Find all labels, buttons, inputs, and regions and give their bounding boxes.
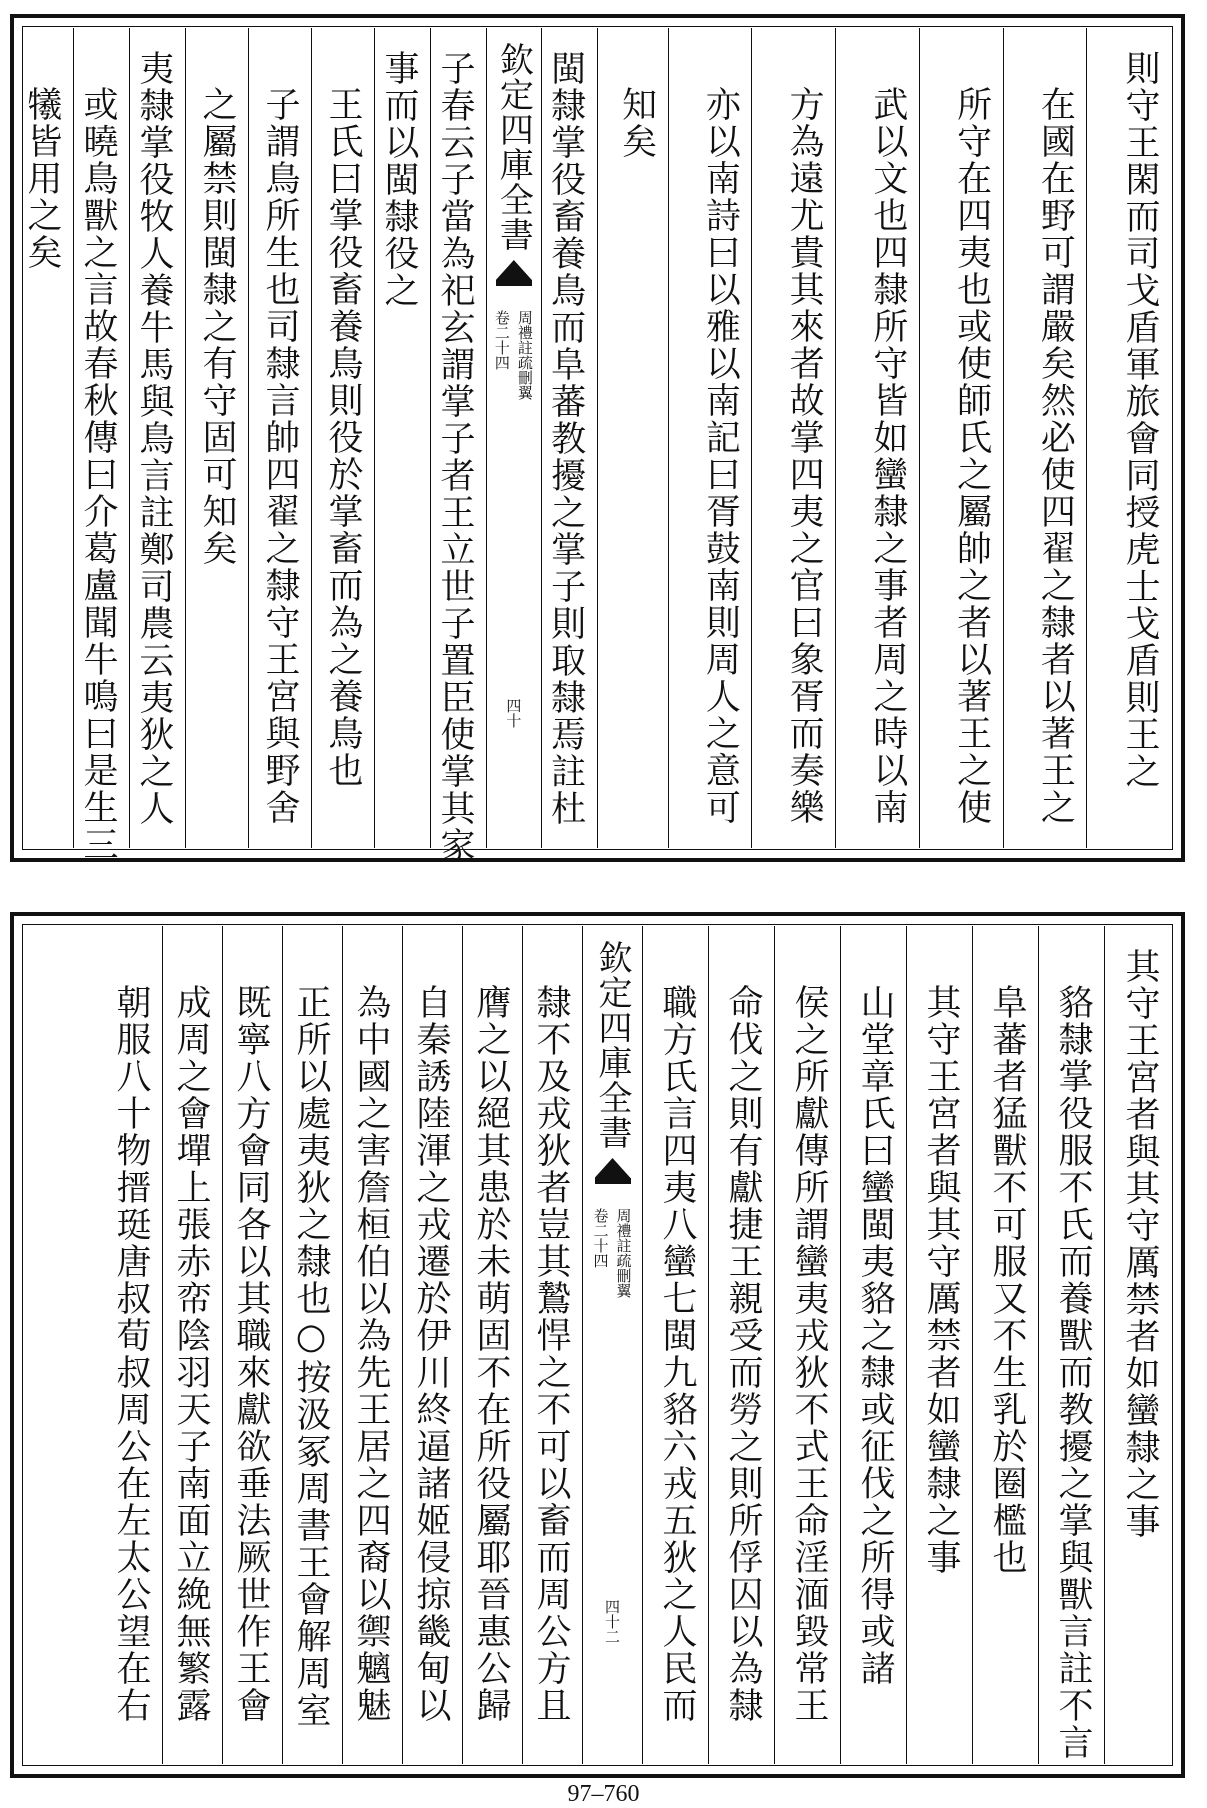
text-column: 自秦誘陸渾之戎遷於伊川終逼諸姬侵掠畿甸以 [403,926,463,1764]
text-column: 之屬禁則閩隸之有守固可知矣 [186,28,249,848]
text-column: 則守王閑而司戈盾軍旅會同授虎士戈盾則王之 [1120,50,1160,790]
text-column: 朝服八十物搢珽唐叔荀叔周公在左太公望在右 [103,926,163,1764]
text-column: 子春云子當為祀玄謂掌子者王立世子置臣使掌其家 [431,28,487,848]
text-column: 為中國之害詹桓伯以為先王居之四裔以禦魑魅 [343,926,403,1764]
text-column: 貉隸掌役服不氏而養獸而教擾之掌與獸言註不言 [1039,926,1105,1764]
text-column: 命伐之則有獻捷王親受而勞之則所俘囚以為隸 [709,926,775,1764]
lower-page [10,912,1185,1778]
text-column: 山堂章氏曰蠻閩夷貉之隸或征伐之所得或諸 [841,926,907,1764]
text-column: 成周之會墠上張赤帟陰羽天子南面立絻無繁露 [163,926,223,1764]
text-column: 武以文也四隸所守皆如蠻隸之事者周之時以南 [836,28,920,848]
text-column: 膺之以絕其患於未萌固不在所役屬耶晉惠公歸 [463,926,523,1764]
text-column: 夷隸掌役牧人養牛馬與鳥言註鄭司農云夷狄之人 [130,28,186,848]
banner-title: 欽定四庫全書 [592,940,632,1150]
text-column: 知矣 [598,28,669,848]
banner-volume: 卷二十四 [591,1208,610,1268]
text-column: 亦以南詩曰以雅以南記曰胥鼓南則周人之意可 [669,28,753,848]
page-banner [583,926,643,1764]
banner-page-number: 四十二 [603,1599,621,1644]
fish-tail-mark-icon [496,260,532,300]
text-column: 或曉鳥獸之言故春秋傳曰介葛盧聞牛鳴曰是生三 [74,28,130,848]
text-column: 在國在野可謂嚴矣然必使四翟之隸者以著王之 [1004,28,1088,848]
banner-volume: 卷二十四 [492,310,511,370]
text-column: 子謂鳥所生也司隸言帥四翟之隸守王宮與野舍 [249,28,312,848]
text-column: 方為遠尤貴其來者故掌四夷之官曰象胥而奏樂 [752,28,836,848]
text-column: 閩隸掌役畜養鳥而阜蕃教擾之掌子則取隸焉註杜 [542,28,598,848]
text-column: 侯之所獻傳所謂蠻夷戎狄不式王命淫湎毀常王 [775,926,841,1764]
text-column: 職方氏言四夷八蠻七閩九貉六戎五狄之人民而 [643,926,709,1764]
text-column: 王氏曰掌役畜養鳥則役於掌畜而為之養鳥也 [312,28,375,848]
page-footer-number: 97–760 [567,1781,640,1807]
text-column: 其守王宮者與其守厲禁者如蠻隸之事 [1120,948,1160,1540]
text-column: 正所以處夷狄之隸也○按汲冢周書王會解周室 [283,926,343,1764]
banner-title: 欽定四庫全書 [493,42,534,252]
text-column: 既寧八方會同各以其職來獻欲垂法厥世作王會 [223,926,283,1764]
page-banner [487,28,542,848]
banner-book-title: 周禮註疏刪翼 [515,310,534,400]
text-column: 犧皆用之矣 [24,28,74,848]
text-column: 其守王宮者與其守厲禁者如蠻隸之事 [907,926,973,1764]
banner-page-number: 四十 [504,698,523,728]
text-column: 事而以閩隸役之 [375,28,431,848]
text-column: 阜蕃者猛獸不可服又不生乳於圈檻也 [973,926,1039,1764]
text-column: 所守在四夷也或使師氏之屬帥之者以著王之使 [920,28,1004,848]
fish-tail-mark-icon [595,1158,631,1198]
upper-page [10,14,1185,862]
text-column: 隸不及戎狄者豈其鷙悍之不可以畜而周公方且 [523,926,583,1764]
banner-book-title: 周禮註疏刪翼 [614,1208,633,1298]
